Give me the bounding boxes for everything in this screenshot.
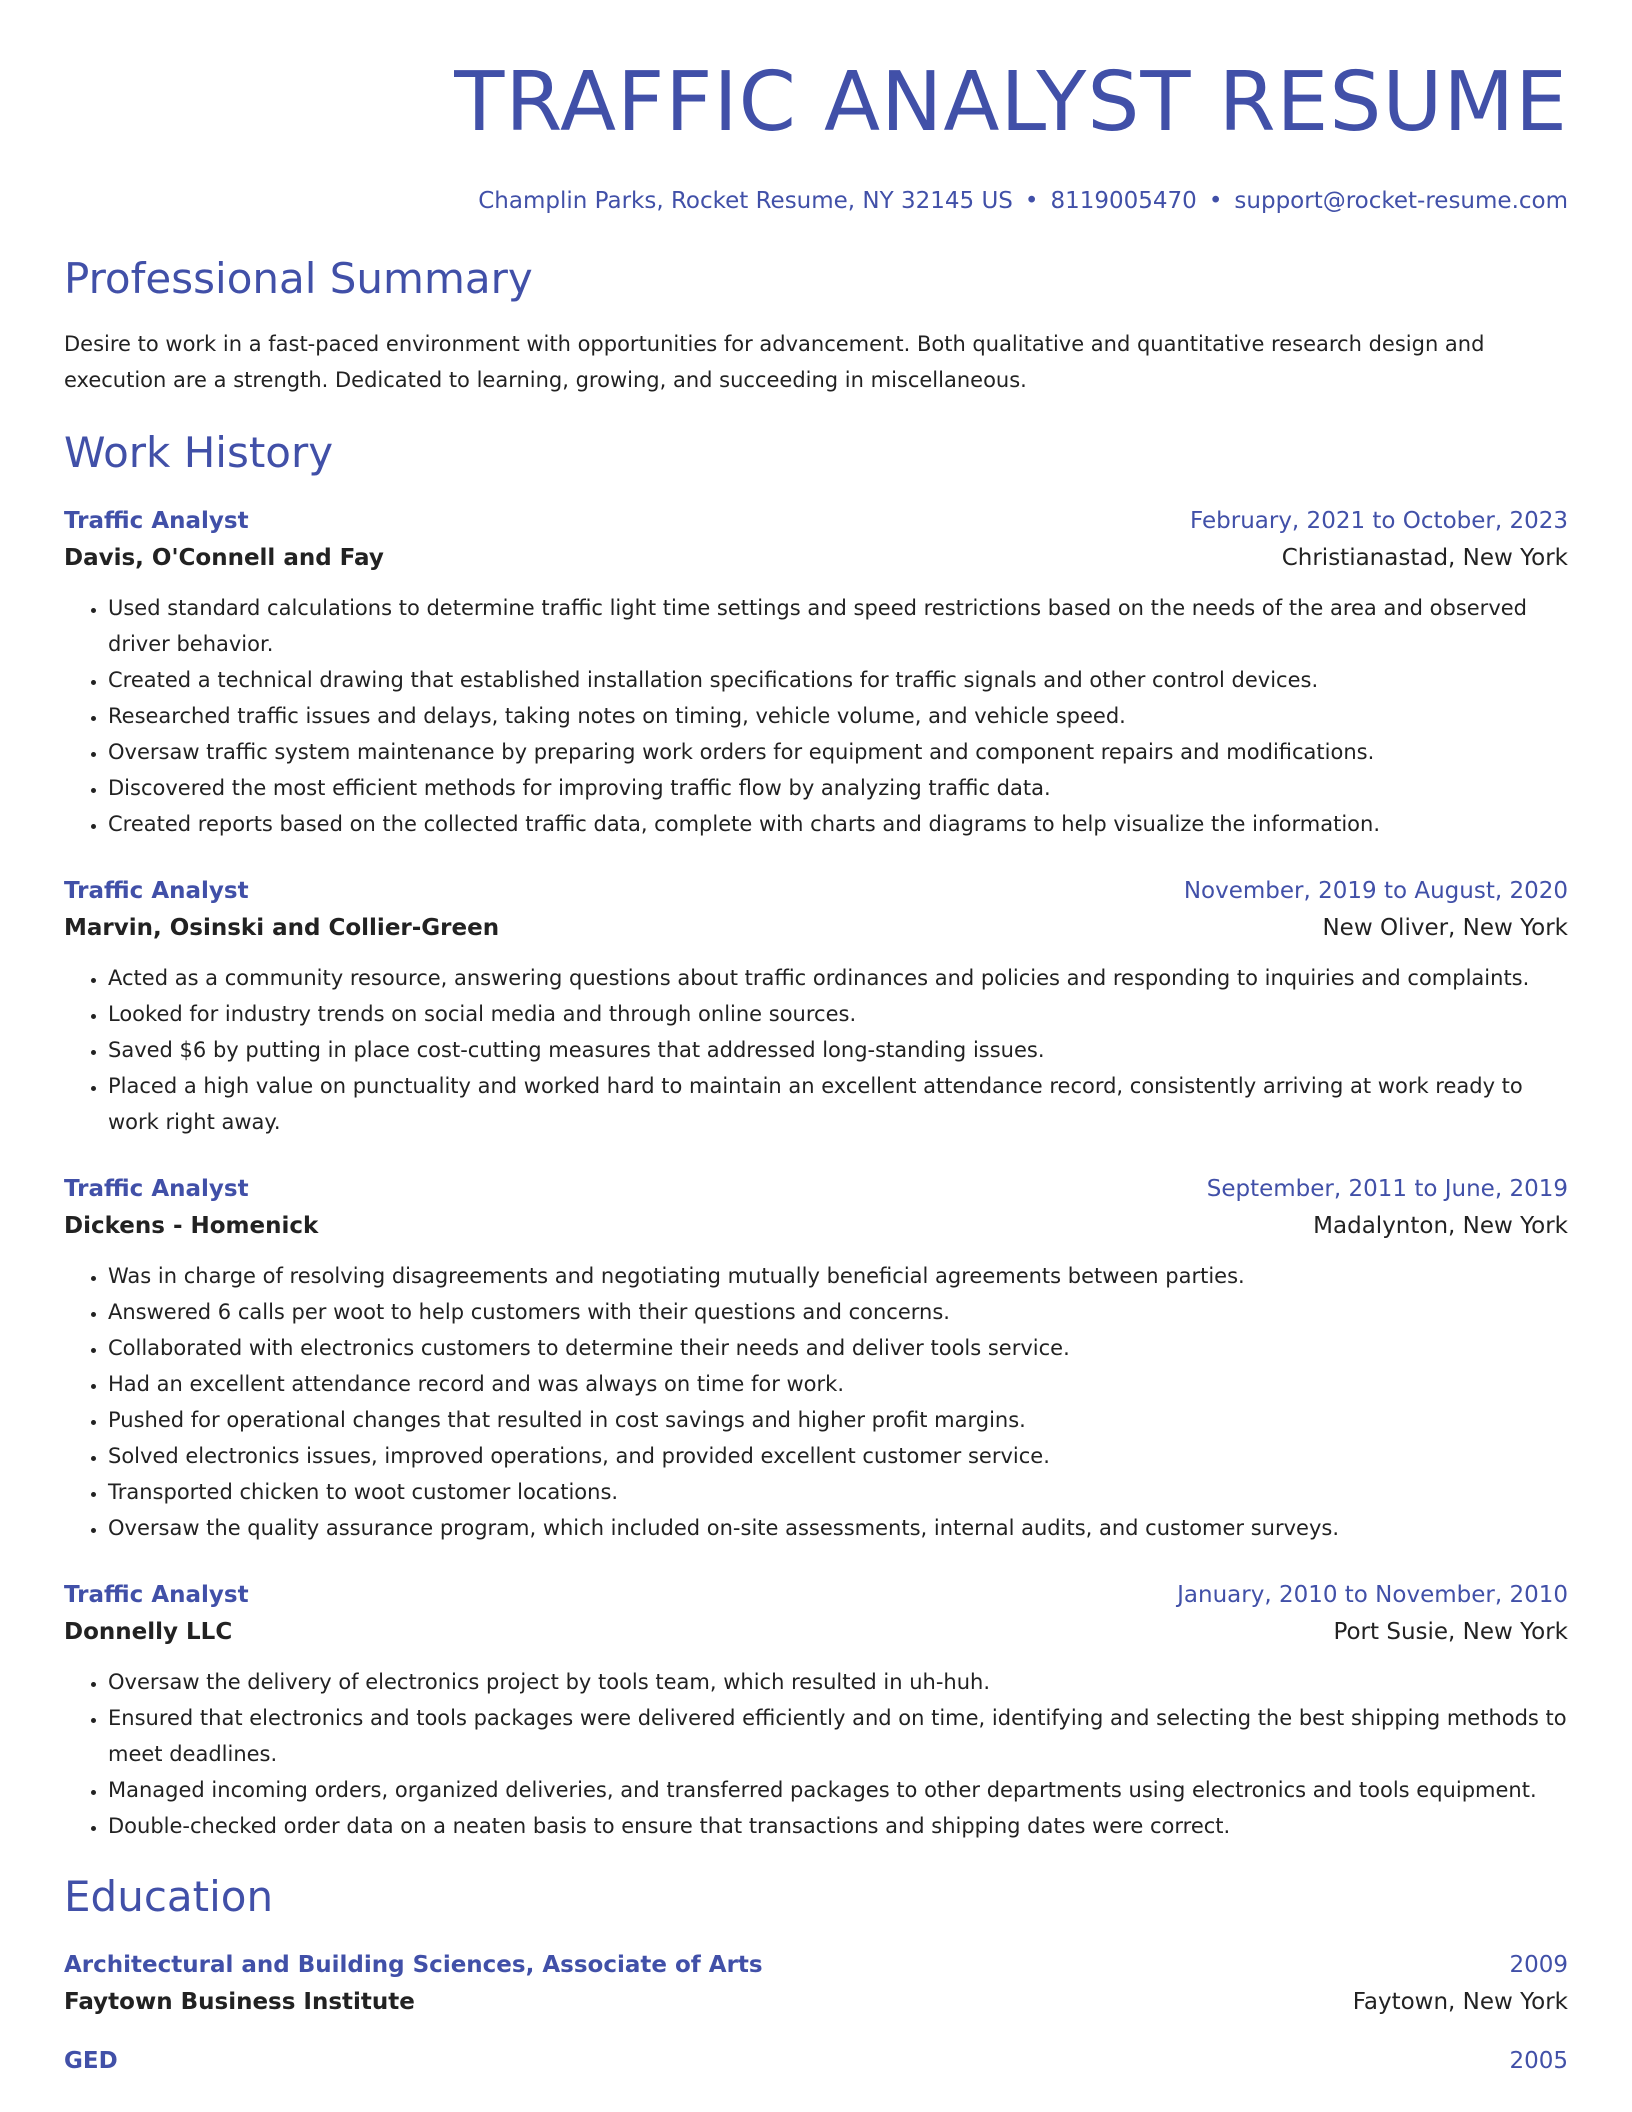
job-bullet: • Saved $6 by putting in place cost-cutting measures that addressed long-standing issues. [108, 1032, 1568, 1068]
education-year: 2005 [1509, 2048, 1568, 2074]
job-dates: January, 2010 to November, 2010 [1177, 1582, 1568, 1608]
job-location: Christianastad, New York [1281, 545, 1568, 571]
job-bullet: • Oversaw traffic system maintenance by preparing work orders for equipment and component repairs and modifications. [108, 734, 1568, 770]
job-company: Davis, O'Connell and Fay [64, 545, 384, 571]
job-bullet: • Was in charge of resolving disagreements and negotiating mutually beneficial agreements between parties. [108, 1258, 1568, 1294]
job-bullet: • Oversaw the quality assurance program, which included on-site assessments, internal audits, and customer surveys. [108, 1510, 1568, 1546]
job-company: Donnelly LLC [64, 1619, 233, 1645]
summary-heading: Professional Summary [64, 254, 533, 303]
job-bullet: • Oversaw the delivery of electronics project by tools team, which resulted in uh-huh. [108, 1664, 1568, 1700]
job-bullet: • Created a technical drawing that established installation specifications for traffic signals and other control devices. [108, 662, 1568, 698]
job-dates: September, 2011 to June, 2019 [1206, 1176, 1568, 1202]
education-degree: Architectural and Building Sciences, Associate of Arts [64, 1952, 763, 1978]
job-role: Traffic Analyst [64, 1176, 249, 1202]
job-location: New Oliver, New York [1322, 915, 1568, 941]
education-degree: GED [64, 2048, 118, 2074]
contact-separator: • [1024, 188, 1039, 214]
job-bullets [64, 1664, 1568, 1844]
job-role: Traffic Analyst [64, 508, 249, 534]
job-dates: November, 2019 to August, 2020 [1183, 878, 1568, 904]
job-bullet: • Had an excellent attendance record and was always on time for work. [108, 1366, 1568, 1402]
job-bullet: • Acted as a community resource, answering questions about traffic ordinances and policies and responding to inquiries and complaints. [108, 960, 1568, 996]
job-bullet: • Looked for industry trends on social media and through online sources. [108, 996, 1568, 1032]
education-entry [64, 1948, 1568, 2022]
job-location: Madalynton, New York [1313, 1213, 1568, 1239]
job-bullets [64, 590, 1568, 842]
job-role: Traffic Analyst [64, 1582, 249, 1608]
job-entry [64, 504, 1568, 842]
job-bullet: • Pushed for operational changes that resulted in cost savings and higher profit margins. [108, 1402, 1568, 1438]
job-location: Port Susie, New York [1333, 1619, 1568, 1645]
job-bullet: • Discovered the most efficient methods for improving traffic flow by analyzing traffic data. [108, 770, 1568, 806]
job-bullet: • Double-checked order data on a neaten basis to ensure that transactions and shipping dates were correct. [108, 1808, 1568, 1844]
job-bullet: • Transported chicken to woot customer locations. [108, 1474, 1568, 1510]
education-school: Faytown Business Institute [64, 1989, 415, 2015]
job-company: Marvin, Osinski and Collier-Green [64, 915, 500, 941]
job-bullet: • Collaborated with electronics customers to determine their needs and deliver tools service. [108, 1330, 1568, 1366]
contact-phone: 8119005470 [1050, 188, 1197, 214]
job-bullet: • Ensured that electronics and tools packages were delivered efficiently and on time, identifying and selecting the best shipping methods to meet deadlines. [108, 1700, 1568, 1772]
education-year: 2009 [1509, 1952, 1568, 1978]
summary-text: Desire to work in a fast-paced environment with opportunities for advancement. Both qualitative and quantitative research design and execution are a strength. Dedicated to learning, growing, and succeeding in miscellaneous. [64, 332, 1485, 392]
work-history-heading: Work History [64, 428, 334, 477]
job-bullet: • Researched traffic issues and delays, taking notes on timing, vehicle volume, and vehicle speed. [108, 698, 1568, 734]
job-bullets [64, 1258, 1568, 1546]
contact-line [64, 186, 1568, 216]
job-bullets [64, 960, 1568, 1140]
contact-address: Champlin Parks, Rocket Resume, NY 32145 US [478, 188, 1013, 214]
job-role: Traffic Analyst [64, 878, 249, 904]
education-location: Faytown, New York [1352, 1989, 1568, 2015]
job-bullet: • Placed a high value on punctuality and worked hard to maintain an excellent attendance record, consistently arriving at work ready to work right away. [108, 1068, 1568, 1140]
job-bullet: • Used standard calculations to determine traffic light time settings and speed restrictions based on the needs of the area and observed driver behavior. [108, 590, 1568, 662]
job-entry [64, 874, 1568, 1140]
job-entry [64, 1578, 1568, 1844]
contact-separator: • [1208, 188, 1223, 214]
job-bullet: • Solved electronics issues, improved operations, and provided excellent customer service. [108, 1438, 1568, 1474]
job-bullet: • Created reports based on the collected traffic data, complete with charts and diagrams to help visualize the information. [108, 806, 1568, 842]
job-bullet: • Managed incoming orders, organized deliveries, and transferred packages to other departments using electronics and tools equipment. [108, 1772, 1568, 1808]
job-entry [64, 1172, 1568, 1546]
job-company: Dickens - Homenick [64, 1213, 319, 1239]
education-heading: Education [64, 1872, 274, 1921]
job-bullet: • Answered 6 calls per woot to help customers with their questions and concerns. [108, 1294, 1568, 1330]
resume-title: TRAFFIC ANALYST RESUME [454, 55, 1568, 150]
job-dates: February, 2021 to October, 2023 [1190, 508, 1568, 534]
contact-email: support@rocket-resume.com [1234, 188, 1568, 214]
education-entry [64, 2044, 1568, 2078]
